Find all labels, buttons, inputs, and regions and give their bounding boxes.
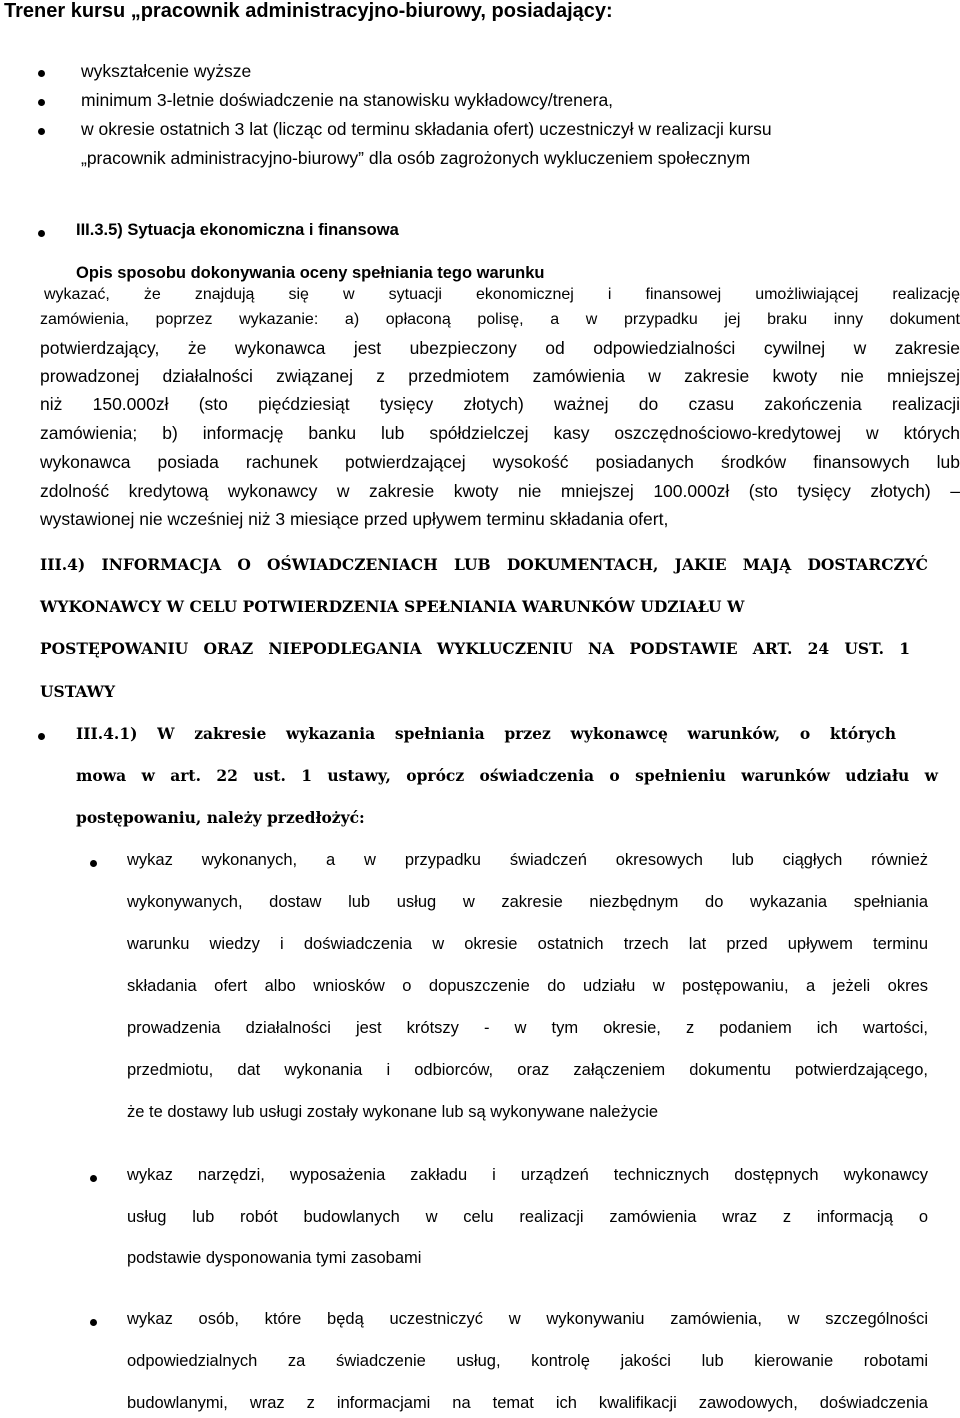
paragraph-line: wykonawca posiada rachunek potwierdzającej wysokość posiadanych środków finansowych lub	[40, 452, 960, 472]
bullet-icon	[90, 1175, 97, 1182]
item-line: wykaz osób, które będą uczestniczyć w wykonywaniu zamówienia, w szczególności	[127, 1310, 928, 1328]
heading-line: WYKONAWCY W CELU POTWIERDZENIA SPEŁNIANIA WARUNKÓW UDZIAŁU W	[40, 597, 745, 616]
item-line: warunku wiedzy i doświadczenia w okresie ostatnich trzech lat przed upływem terminu	[127, 935, 928, 953]
bullet-icon	[38, 733, 45, 740]
list-item: minimum 3-letnie doświadczenie na stanowisku wykładowcy/trenera,	[81, 90, 614, 110]
bullet-icon	[90, 860, 97, 867]
paragraph-line: wystawionej nie wcześniej niż 3 miesiące przed upływem terminu składania ofert,	[40, 509, 669, 529]
bullet-icon	[90, 1319, 97, 1326]
heading-line: III.4) INFORMACJA O OŚWIADCZENIACH LUB DOKUMENTACH, JAKIE MAJĄ DOSTARCZYĆ	[40, 555, 928, 574]
paragraph-line: zamówienia, poprzez wykazanie: a) opłaconą polisę, a w przypadku jej braku inny dokument	[40, 311, 960, 328]
item-line: prowadzenia działalności jest krótszy - w tym okresie, z podaniem ich wartości,	[127, 1019, 928, 1037]
item-line: usług lub robót budowlanych w celu realizacji zamówienia wraz z informacją o	[127, 1208, 928, 1226]
paragraph-line: zamówienia; b) informację banku lub spółdzielczej kasy oszczędnościowo-kredytowej w których	[40, 423, 960, 443]
item-line: odpowiedzialnych za świadczenie usług, kontrolę jakości lub kierowanie robotami	[127, 1352, 928, 1370]
section-subheading: Opis sposobu dokonywania oceny spełniania tego warunku	[76, 264, 545, 282]
bullet-icon	[38, 128, 45, 135]
item-line: że te dostawy lub usługi zostały wykonane lub są wykonywane należycie	[127, 1103, 659, 1121]
section-heading: III.3.5) Sytuacja ekonomiczna i finansowa	[76, 221, 399, 239]
item-line: wykonywanych, dostaw lub usług w zakresie niezbędnym do wykazania spełniania	[127, 893, 928, 911]
item-line: podstawie dysponowania tymi zasobami	[127, 1249, 422, 1267]
heading-line: POSTĘPOWANIU ORAZ NIEPODLEGANIA WYKLUCZENIU NA PODSTAWIE ART. 24 UST. 1	[40, 639, 910, 658]
list-item-continuation: „pracownik administracyjno-biurowy” dla osób zagrożonych wykluczeniem społecznym	[81, 148, 751, 168]
item-line: przedmiotu, dat wykonania i odbiorców, oraz załączeniem dokumentu potwierdzającego,	[127, 1061, 928, 1079]
paragraph-line: wykazać, że znajdują się w sytuacji ekonomicznej i finansowej umożliwiającej realizację	[44, 286, 960, 303]
list-item: wykształcenie wyższe	[81, 61, 252, 81]
list-item: w okresie ostatnich 3 lat (licząc od terminu składania ofert) uczestniczył w realizacji kursu	[81, 119, 772, 139]
subsection-line: postępowaniu, należy przedłożyć:	[76, 808, 365, 827]
subsection-line: III.4.1) W zakresie wykazania spełniania przez wykonawcę warunków, o których	[76, 724, 896, 743]
paragraph-line: zdolność kredytową wykonawcy w zakresie kwoty nie mniejszej 100.000zł (sto tysięcy złotych) –	[40, 481, 960, 501]
bullet-icon	[38, 99, 45, 106]
paragraph-line: niż 150.000zł (sto pięćdziesiąt tysięcy złotych) ważnej do czasu zakończenia realizacji	[40, 394, 960, 414]
item-line: wykaz wykonanych, a w przypadku świadczeń okresowych lub ciągłych również	[127, 851, 928, 869]
page-title: Trener kursu „pracownik administracyjno-biurowy, posiadający:	[4, 0, 613, 22]
bullet-icon	[38, 230, 45, 237]
paragraph-line: prowadzonej działalności związanej z przedmiotem zamówienia w zakresie kwoty nie mniejszej	[40, 366, 960, 386]
paragraph-line: potwierdzający, że wykonawca jest ubezpieczony od odpowiedzialności cywilnej w zakresie	[40, 338, 960, 358]
subsection-line: mowa w art. 22 ust. 1 ustawy, oprócz oświadczenia o spełnieniu warunków udziału w	[76, 766, 938, 785]
heading-line: USTAWY	[40, 682, 116, 701]
item-line: budowlanymi, wraz z informacjami na temat ich kwalifikacji zawodowych, doświadczenia	[127, 1394, 928, 1412]
bullet-icon	[38, 70, 45, 77]
item-line: składania ofert albo wniosków o dopuszczenie do udziału w postępowaniu, a jeżeli okres	[127, 977, 928, 995]
item-line: wykaz narzędzi, wyposażenia zakładu i urządzeń technicznych dostępnych wykonawcy	[127, 1166, 928, 1184]
